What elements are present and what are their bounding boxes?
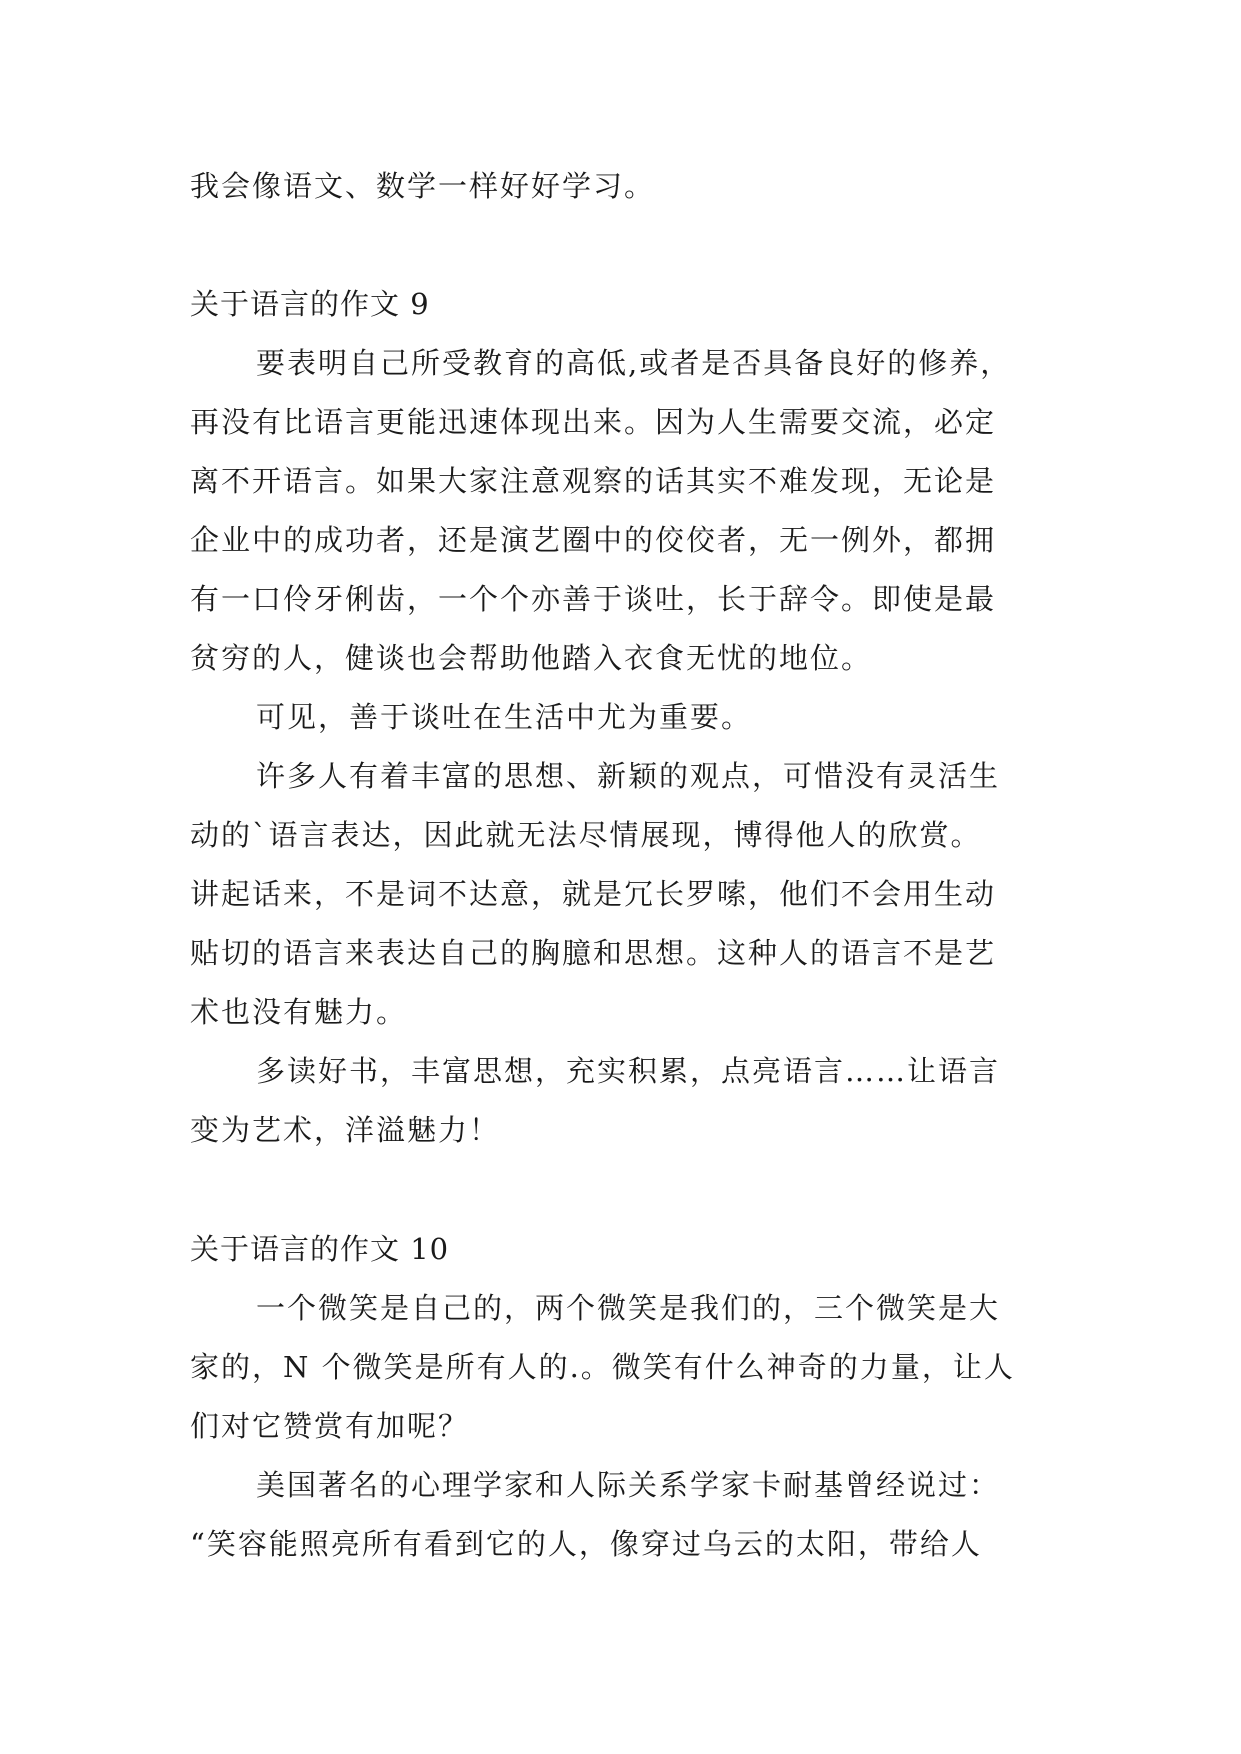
text-line: 离不开语言。如果大家注意观察的话其实不难发现，无论是 — [190, 464, 997, 498]
section-heading: 关于语言的作文 9 — [190, 287, 430, 321]
text-line: 家的，N 个微笑是所有人的.。微笑有什么神奇的力量，让人 — [190, 1350, 1015, 1384]
lead-paragraph — [190, 157, 1060, 216]
text-line: 动的`语言表达，因此就无法尽情展现，博得他人的欣赏。 — [190, 818, 982, 852]
text-line: 们对它赞赏有加呢？ — [190, 1409, 470, 1443]
essay-section-9 — [190, 275, 1060, 1160]
text-line: 贫穷的人，健谈也会帮助他踏入衣食无忧的地位。 — [190, 641, 873, 675]
essay-section-10 — [190, 1220, 1060, 1574]
text-line: 要表明自己所受教育的高低,或者是否具备良好的修养， — [256, 346, 1012, 380]
text-line: 一个微笑是自己的，两个微笑是我们的，三个微笑是大 — [256, 1291, 1001, 1325]
text-line: 再没有比语言更能迅速体现出来。因为人生需要交流，必定 — [190, 405, 997, 439]
text-line: 术也没有魅力。 — [190, 995, 408, 1029]
text-line: “笑容能照亮所有看到它的人，像穿过乌云的太阳，带给人 — [190, 1527, 982, 1561]
section-heading: 关于语言的作文 10 — [190, 1232, 450, 1266]
text-line: 多读好书，丰富思想，充实积累，点亮语言……让语言 — [256, 1054, 1001, 1088]
text-line: 有一口伶牙俐齿，一个个亦善于谈吐，长于辞令。即使是最 — [190, 582, 997, 616]
text-line: 我会像语文、数学一样好好学习。 — [190, 169, 656, 203]
text-line: 美国著名的心理学家和人际关系学家卡耐基曾经说过： — [256, 1468, 1001, 1502]
text-line: 企业中的成功者，还是演艺圈中的佼佼者，无一例外，都拥 — [190, 523, 997, 557]
text-line: 讲起话来，不是词不达意，就是冗长罗嗦，他们不会用生动 — [190, 877, 997, 911]
text-line: 可见，善于谈吐在生活中尤为重要。 — [256, 700, 753, 734]
text-line: 变为艺术，洋溢魅力！ — [190, 1113, 501, 1147]
text-line: 贴切的语言来表达自己的胸臆和思想。这种人的语言不是艺 — [190, 936, 997, 970]
text-line: 许多人有着丰富的思想、新颖的观点，可惜没有灵活生 — [256, 759, 1001, 793]
